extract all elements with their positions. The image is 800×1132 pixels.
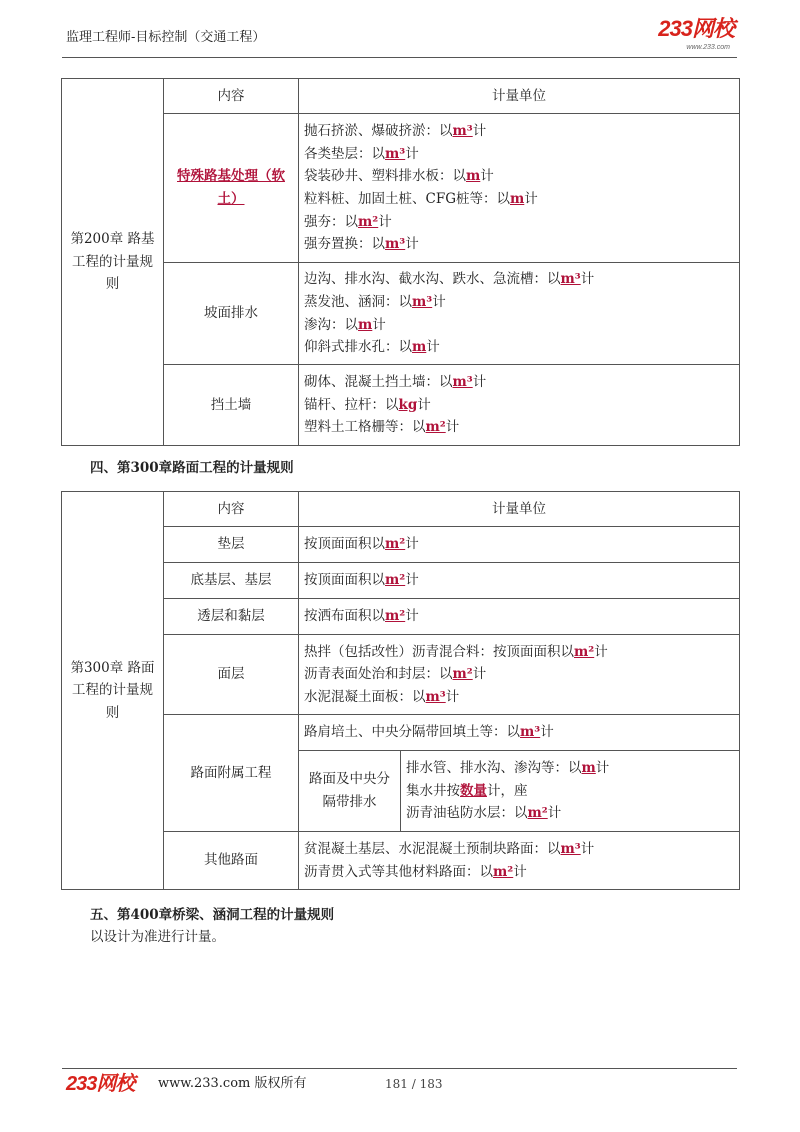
unit-mark: m³: [425, 688, 446, 705]
section-heading-4: 四、第300章路面工程的计量规则: [90, 460, 294, 476]
unit-mark: m³: [520, 724, 541, 741]
unit-mark: m³: [452, 123, 473, 140]
line-text: 按洒布面积以: [304, 608, 385, 625]
header-divider: [62, 57, 737, 58]
line-text: 水泥混凝土面板：以: [304, 688, 426, 705]
table-row: [62, 527, 740, 563]
line-text: 计: [417, 396, 431, 413]
line-text: 计: [595, 760, 610, 777]
content-cell: [164, 365, 299, 446]
unit-mark: m²: [452, 666, 473, 683]
unit-mark: m²: [385, 608, 406, 625]
line-text: 计: [405, 536, 419, 553]
unit-line: [304, 838, 734, 861]
unit-mark: m: [412, 339, 427, 356]
line-text: 按顶面面积以: [304, 536, 385, 553]
cell-text: 内容: [217, 87, 245, 104]
unit-mark: m³: [560, 840, 581, 857]
unit-mark: m: [581, 760, 596, 777]
content-cell: [164, 263, 299, 365]
header-row: [62, 79, 740, 114]
line-text: 边沟、排水沟、截水沟、跌水、急流槽：以: [304, 271, 561, 288]
line-text: 袋装砂井、塑料排水板：以: [304, 168, 466, 185]
line-text: 沥青油毡防水层：以: [406, 805, 528, 822]
line-text: 计: [580, 840, 595, 857]
unit-mark: m²: [385, 572, 406, 589]
line-text: 计: [426, 339, 440, 356]
line-text: 路肩培土、中央分隔带回填土等：以: [304, 724, 520, 741]
line-text: 渗沟：以: [304, 316, 358, 333]
content-cell: [164, 114, 299, 263]
line-text: 计: [432, 293, 446, 310]
unit-line: [304, 233, 734, 256]
unit-line: [304, 120, 734, 143]
line-text: 砌体、混凝土挡土墙：以: [304, 374, 453, 391]
unit-line: [304, 314, 734, 337]
line-text: 按顶面面积以: [304, 572, 385, 589]
unit-cell: [299, 263, 740, 365]
table-chapter-200: [61, 78, 740, 446]
column-header-content: [164, 492, 299, 527]
cell-text: 第300章 路面工程的计量规则: [70, 659, 155, 721]
line-text: 计: [472, 374, 487, 391]
unit-cell: [401, 751, 740, 832]
unit-line: [304, 188, 734, 211]
table-row: [62, 599, 740, 635]
line-text: 强夯：以: [304, 213, 358, 230]
unit-mark: m²: [385, 536, 406, 553]
line-text: 热拌（包括改性）沥青混合料：按顶面面积以: [304, 643, 574, 660]
unit-mark: m³: [385, 145, 406, 162]
cell-text: 特殊路基处理（软土）: [177, 168, 285, 207]
table-row: [62, 832, 740, 890]
line-text: 计: [405, 145, 419, 162]
unit-line: [304, 268, 734, 291]
unit-line: [304, 605, 734, 628]
unit-line: [304, 861, 734, 884]
unit-mark: kg: [398, 396, 418, 413]
content-cell: [164, 635, 299, 715]
line-text: 贫混凝土基层、水泥混凝土预制块路面：以: [304, 840, 561, 857]
line-text: 计: [445, 688, 460, 705]
chapter-cell: [62, 79, 164, 446]
section-5-text: 以设计为准进行计量。: [90, 929, 225, 945]
unit-line: [304, 291, 734, 314]
line-text: 计: [378, 213, 392, 230]
cell-text: 其他路面: [204, 852, 258, 869]
line-text: 计: [372, 316, 386, 333]
line-text: 锚杆、拉杆：以: [304, 396, 399, 413]
unit-mark: m³: [385, 236, 406, 253]
line-text: 各类垫层：以: [304, 145, 385, 162]
column-header-unit: [299, 492, 740, 527]
document-title: 监理工程师-目标控制（交通工程）: [66, 30, 266, 45]
unit-cell: [299, 635, 740, 715]
cell-text: 内容: [217, 500, 245, 517]
unit-line: [304, 165, 734, 188]
line-text: 计: [524, 191, 538, 207]
cell-text: 路面及中央分隔带排水: [309, 771, 390, 810]
content-cell: [164, 715, 299, 832]
unit-mark: m: [466, 168, 481, 185]
line-text: 计: [445, 419, 460, 436]
unit-cell: [299, 527, 740, 563]
content-cell: [164, 832, 299, 890]
line-text: 计: [594, 643, 608, 660]
line-text: 沥青表面处治和封层：以: [304, 666, 453, 683]
unit-mark: m: [358, 316, 373, 333]
header-row: [62, 492, 740, 527]
unit-mark: m²: [425, 419, 446, 436]
column-header-unit: [299, 79, 740, 114]
unit-cell: [299, 365, 740, 446]
unit-mark: m³: [452, 374, 473, 391]
unit-line: [304, 394, 734, 417]
unit-line: [304, 533, 734, 556]
content-cell: [164, 599, 299, 635]
line-text: 计: [405, 608, 419, 625]
line-text: 粒料桩、加固土桩、CFG桩等：以: [304, 191, 510, 207]
line-text: 计: [513, 863, 527, 880]
unit-mark: m²: [493, 863, 514, 880]
cell-text: 坡面排水: [204, 305, 258, 322]
section-heading-5: 五、第400章桥梁、涵洞工程的计量规则: [90, 907, 335, 923]
cell-text: 计量单位: [492, 87, 546, 104]
line-text: 集水井按: [406, 782, 460, 799]
content-cell: [164, 527, 299, 563]
line-text: 强夯置换：以: [304, 236, 385, 253]
unit-cell: [299, 715, 740, 751]
unit-mark: m: [509, 191, 525, 207]
brand-logo-url: www.233.com: [686, 44, 730, 51]
table-chapter-300: [61, 491, 740, 890]
unit-line: [304, 569, 734, 592]
line-text: 计，座: [487, 782, 528, 799]
unit-mark: 数量: [460, 782, 487, 799]
line-text: 计: [405, 236, 419, 253]
footer-copyright: www.233.com 版权所有: [158, 1076, 307, 1091]
line-text: 计: [472, 666, 487, 683]
chapter-cell: [62, 492, 164, 890]
cell-text: 底基层、基层: [190, 572, 272, 589]
unit-line: [304, 663, 734, 686]
line-text: 计: [472, 123, 487, 140]
unit-line: [304, 211, 734, 234]
unit-mark: m²: [527, 805, 548, 822]
unit-line: [406, 802, 734, 825]
line-text: 抛石挤淤、爆破挤淤：以: [304, 123, 453, 140]
unit-mark: m³: [412, 293, 433, 310]
unit-line: [304, 336, 734, 359]
unit-line: [304, 641, 734, 664]
page-number: 181 / 183: [385, 1077, 443, 1091]
table-row: [62, 114, 740, 263]
cell-text: 路面附属工程: [190, 764, 272, 781]
line-text: 沥青贯入式等其他材料路面：以: [304, 863, 493, 880]
table-row: [62, 365, 740, 446]
line-text: 计: [540, 724, 554, 741]
cell-text: 挡土墙: [210, 396, 252, 413]
brand-logo: 233网校: [658, 16, 734, 41]
unit-mark: m³: [560, 271, 581, 288]
unit-line: [304, 371, 734, 394]
unit-mark: m²: [358, 213, 379, 230]
unit-cell: [299, 832, 740, 890]
unit-line: [304, 143, 734, 166]
content-cell: [164, 563, 299, 599]
cell-text: 第200章 路基工程的计量规则: [70, 231, 155, 293]
footer-logo: 233网校: [66, 1073, 135, 1095]
unit-mark: m²: [574, 643, 595, 660]
line-text: 仰斜式排水孔：以: [304, 339, 412, 356]
line-text: 计: [480, 168, 494, 185]
unit-line: [304, 686, 734, 709]
unit-cell: [299, 114, 740, 263]
unit-line: [304, 721, 734, 744]
line-text: 计: [547, 805, 562, 822]
line-text: 排水管、排水沟、渗沟等：以: [406, 760, 582, 777]
sub-content-cell: [299, 751, 401, 832]
line-text: 计: [405, 572, 419, 589]
unit-line: [406, 780, 734, 803]
line-text: 计: [580, 271, 595, 288]
table-row: [62, 263, 740, 365]
unit-cell: [299, 563, 740, 599]
table-row: [62, 715, 740, 751]
table-row: [62, 563, 740, 599]
column-header-content: [164, 79, 299, 114]
unit-line: [304, 416, 734, 439]
table-row: [62, 635, 740, 715]
cell-text: 透层和黏层: [197, 608, 265, 625]
line-text: 塑料土工格栅等：以: [304, 419, 426, 436]
footer-divider: [62, 1068, 737, 1069]
line-text: 蒸发池、涵洞：以: [304, 293, 412, 310]
cell-text: 垫层: [217, 536, 245, 553]
unit-cell: [299, 599, 740, 635]
cell-text: 面层: [217, 666, 245, 683]
unit-line: [406, 757, 734, 780]
cell-text: 计量单位: [492, 500, 546, 517]
